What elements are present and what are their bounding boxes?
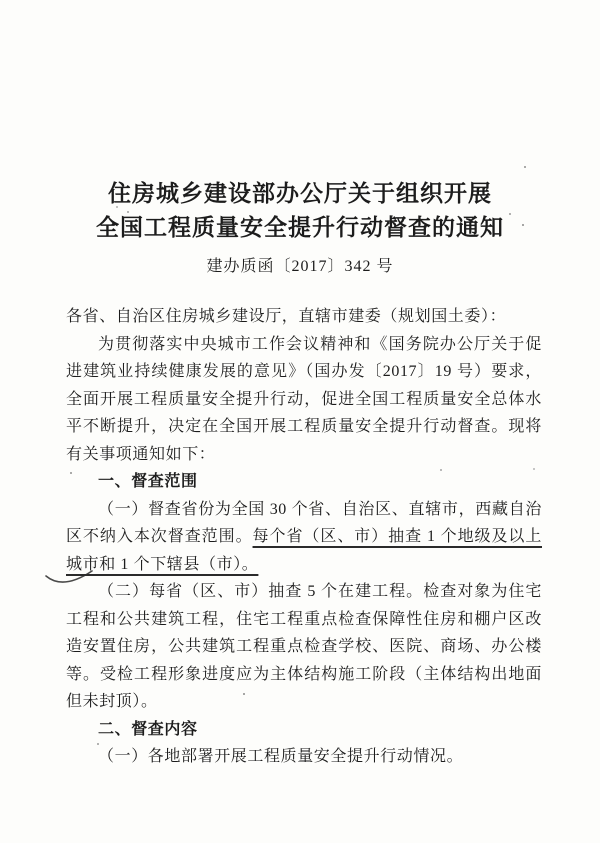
document-body [66,303,542,771]
document-title [0,0,600,244]
section-1-heading: 一、督查范围 [98,473,198,490]
document-title-line-1: 住房城乡建设部办公厅关于组织开展 [108,180,492,206]
section-2-item-1: （一）各地部署开展工程质量安全提升行动情况。 [98,748,464,765]
section-2-heading: 二、督查内容 [98,720,198,738]
section-1-item-1-text: （一）督查省份为全国 30 个省、自治区、直辖市，西藏自治区不纳入本次督查范围。 [66,500,542,545]
salutation-line: 各省、自治区住房城乡建设厅，直辖市建委（规划国土委）： [66,308,507,325]
handwritten-underline-tail-mark [44,566,94,590]
section-1-item-2: （二）每省（区、市）抽查 5 个在建工程。检查对象为住宅工程和公共建筑工程，住宅工程重点检查保障性住房和棚户区改造安置住房，公共建筑工程重点检查学校、医院、商场、办公楼等。受检工程形象进度应为主体结构施工阶段（主体结构出地面但未封顶）。 [66,583,542,710]
document-title-line-2: 全国工程质量安全提升行动督查的通知 [96,214,504,240]
section-1-item-1-underlined-text: 每个省（区、市）抽查 1 个地级及以上城市和 1 个下辖县（市）。 [66,528,542,573]
document-number: 建办质函〔2017〕342 号 [206,258,394,275]
section-1-item-1 [66,496,542,579]
intro-paragraph: 为贯彻落实中央城市工作会议精神和《国务院办公厅关于促进建筑业持续健康发展的意见》（国办发〔2017〕19 号）要求，全面开展工程质量安全提升行动，促进全国工程质量安全总体水平不断提升，决定在全国开展工程质量安全提升行动督查。现将有关事项通知如下： [66,335,542,463]
